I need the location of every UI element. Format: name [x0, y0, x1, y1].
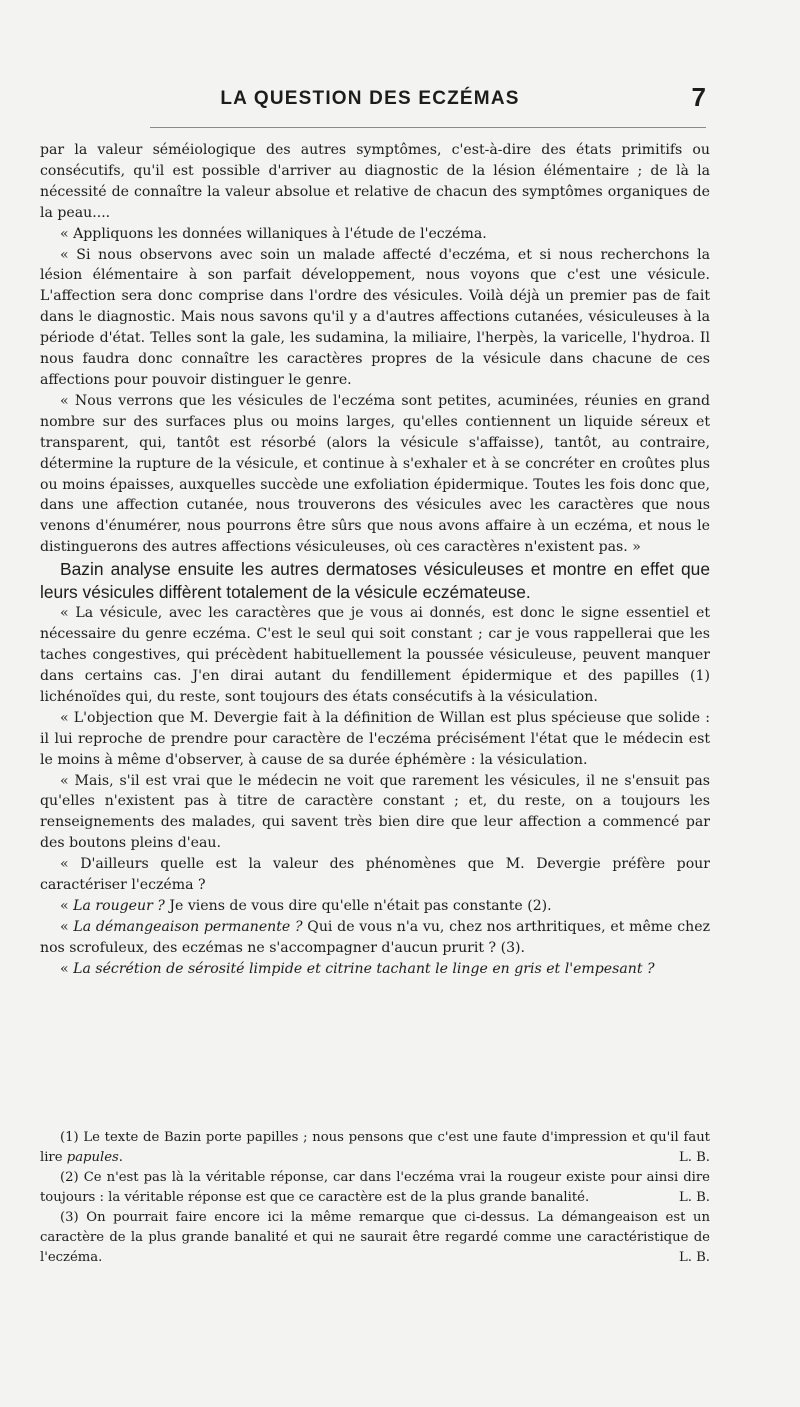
- paragraph: par la valeur séméiologique des autres symptômes, c'est-à-dire des états primitifs ou consécutifs, qu'il est possible d'arriver au diagnostic de la lésion élémentaire ; de là la nécessité de connaître la valeur absolue et relative de chacun des symptômes organiques de la peau....: [40, 142, 710, 221]
- paragraph-text: Qui de vous n'a vu, chez nos arthritiques, et même chez nos scrofuleux, des eczémas ne s'accompagner d'aucun prurit ? (3).: [40, 918, 710, 956]
- paragraph: « La vésicule, avec les caractères que je vous ai donnés, est donc le signe essentiel et nécessaire du genre eczéma. C'est le seul qui soit constant ; car je vous rappellerai que les taches congestives, qui précèdent habituellement la poussée vésiculeuse, peuvent manquer dans certains cas. J'en dirai autant du fendillement épidermique et des papilles (1) lichénoïdes qui, du reste, sont toujours des états consécutifs à la vésiculation.: [40, 605, 710, 705]
- paragraph: [40, 959, 710, 980]
- paragraph: [40, 896, 710, 917]
- footnote-text-end: .: [118, 1150, 123, 1165]
- body-text: [40, 140, 710, 980]
- quote-mark: «: [60, 918, 74, 935]
- quote-mark: «: [60, 898, 74, 914]
- page-number: 7: [691, 82, 706, 112]
- running-title: LA QUESTION DES ECZÉMAS: [220, 88, 520, 109]
- italic-heading: La sécrétion de sérosité limpide et citrine tachant le linge en gris et l'empesant ?: [73, 960, 655, 977]
- paragraph: « D'ailleurs quelle est la valeur des phénomènes que M. Devergie préfère pour caractériser l'eczéma ?: [40, 856, 710, 894]
- footnote: [40, 1128, 710, 1168]
- page-header: [40, 82, 706, 118]
- paragraph-commentary: Bazin analyse ensuite les autres dermatoses vésiculeuses et montre en effet que leurs vésicules diffèrent totalement de la vésicule eczémateuse.: [40, 559, 710, 602]
- footnote-signature: L. B.: [678, 1190, 710, 1205]
- italic-heading: La démangeaison permanente ?: [73, 918, 303, 935]
- footnote-signature: L. B.: [678, 1150, 710, 1165]
- quote-mark: «: [60, 960, 74, 977]
- italic-heading: La rougeur ?: [73, 898, 165, 914]
- paragraph-text: Je viens de vous dire qu'elle n'était pas constante (2).: [164, 898, 552, 914]
- footnote-text: (3) On pourrait faire encore ici la même remarque que ci-dessus. La démangeaison est un caractère de la plus grande banalité et qui ne saurait être regardé comme une caractéristique de l'eczéma.: [40, 1210, 710, 1265]
- paragraph: [40, 917, 710, 959]
- paragraph: « Nous verrons que les vésicules de l'eczéma sont petites, acuminées, réunies en grand nombre sur des surfaces plus ou moins larges, qu'elles contiennent un liquide séreux et transparent, qui, tantôt est résorbé (alors la vésicule s'affaisse), tantôt, au contraire, détermine la rupture de la vésicule, et continue à s'exhaler et à se concréter en croûtes plus ou moins épaisses, auxquelles succède une exfoliation épidermique. Toutes les fois donc que, dans une affection cutanée, nous trouverons des vésicules avec les caractères que nous venons d'énumérer, nous pourrons être sûrs que nous avons affaire à un eczéma, et nous le distinguerons des autres affections vésiculeuses, où ces caractères n'existent pas. »: [40, 392, 710, 556]
- footnote-text: (1) Le texte de Bazin porte papilles ; nous pensons que c'est une faute d'impression et qu'il faut lire: [40, 1130, 710, 1165]
- footnote-italic: papules: [66, 1150, 119, 1165]
- paragraph: « Appliquons les données willaniques à l'étude de l'eczéma.: [60, 225, 487, 242]
- footnote-signature: L. B.: [678, 1250, 710, 1265]
- footnote-text: (2) Ce n'est pas là la véritable réponse, car dans l'eczéma vrai la rougeur existe pour ainsi dire toujours : la véritable réponse est que ce caractère est de la plus grande banalité.: [40, 1170, 710, 1205]
- footnote: [40, 1208, 710, 1268]
- paragraph: « L'objection que M. Devergie fait à la définition de Willan est plus spécieuse que solide : il lui reproche de prendre pour caractère de l'eczéma précisément l'état que le médecin est le moins à même d'observer, à cause de sa durée éphémère : la vésiculation.: [40, 709, 710, 768]
- paragraph: « Si nous observons avec soin un malade affecté d'eczéma, et si nous recherchons la lésion élémentaire à son parfait développement, nous voyons que c'est une vésicule. L'affection sera donc comprise dans l'ordre des vésicules. Voilà déjà un premier pas de fait dans le diagnostic. Mais nous savons qu'il y a d'autres affections cutanées, vésiculeuses à la période d'état. Telles sont la gale, les sudamina, la miliaire, l'herpès, la varicelle, l'hydroa. Il nous faudra donc connaître les caractères propres de la vésicule dans chacune de ces affections pour pouvoir distinguer le genre.: [40, 246, 710, 388]
- header-rule: [150, 127, 706, 128]
- footnotes: [40, 1128, 710, 1268]
- footnote: [40, 1168, 710, 1208]
- paragraph: « Mais, s'il est vrai que le médecin ne voit que rarement les vésicules, il ne s'ensuit pas qu'elles n'existent pas à titre de caractère constant ; et, du reste, on a toujours les renseignements des malades, qui savent très bien dire que leur affection a commencé par des boutons pleins d'eau.: [40, 772, 710, 852]
